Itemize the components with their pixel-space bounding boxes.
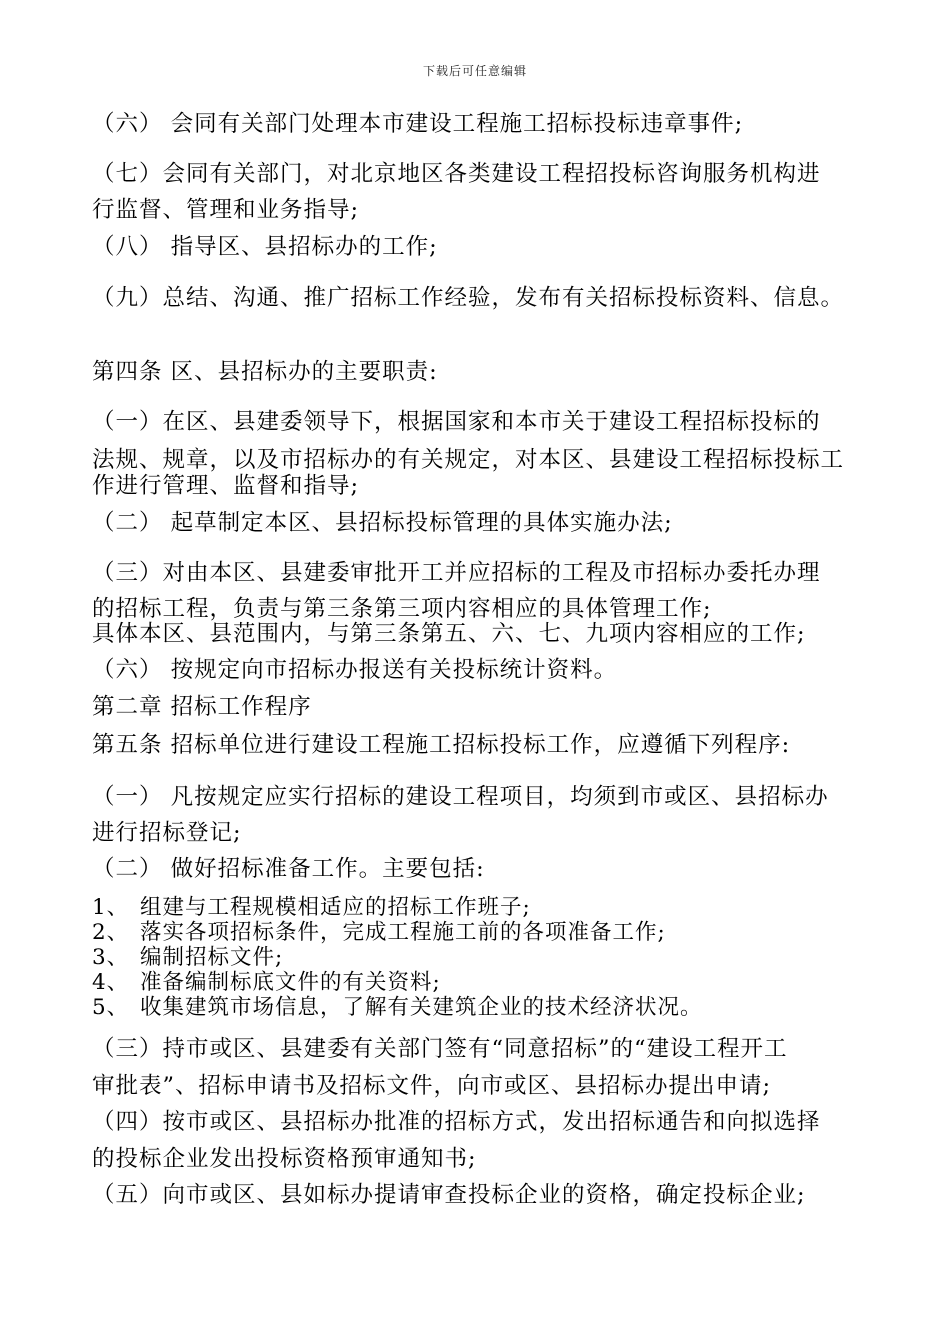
list-number: 3、 [92, 945, 130, 970]
paragraph-line: （五）向市或区、县如标办提请审查投标企业的资格，确定投标企业; [92, 1182, 806, 1208]
paragraph-line: （二） 起草制定本区、县招标投标管理的具体实施办法; [92, 510, 673, 536]
chapter-heading: 第二章 招标工作程序 [92, 694, 312, 720]
numbered-list-item [92, 895, 531, 921]
list-number: 5、 [92, 995, 130, 1020]
paragraph-line: 作进行管理、监督和指导; [92, 473, 360, 499]
paragraph-line: （四）按市或区、县招标办批准的招标方式，发出招标通告和向拟选择 [92, 1109, 821, 1135]
numbered-list-item [92, 945, 283, 971]
paragraph-line: （一）在区、县建委领导下，根据国家和本市关于建设工程招标投标的 [92, 409, 821, 435]
list-item-text: 准备编制标底文件的有关资料; [140, 970, 441, 995]
paragraph-line: 审批表”、招标申请书及招标文件，向市或区、县招标办提出申请; [92, 1073, 772, 1099]
paragraph-line: （九）总结、沟通、推广招标工作经验，发布有关招标投标资料、信息。 [92, 285, 845, 311]
list-item-text: 收集建筑市场信息，了解有关建筑企业的技术经济状况。 [140, 995, 703, 1020]
paragraph-line: （一） 凡按规定应实行招标的建设工程项目，均须到市或区、县招标办 [92, 784, 829, 810]
numbered-list-item [92, 970, 441, 996]
paragraph-line: 的招标工程，负责与第三条第三项内容相应的具体管理工作; [92, 596, 712, 622]
numbered-list-item [92, 995, 703, 1021]
paragraph-line: 的投标企业发出投标资格预审通知书; [92, 1146, 477, 1172]
paragraph-line: （二） 做好招标准备工作。主要包括: [92, 856, 485, 882]
numbered-list-item [92, 920, 666, 946]
list-number: 4、 [92, 970, 130, 995]
paragraph-line: （六） 按规定向市招标办报送有关投标统计资料。 [92, 657, 618, 683]
article-heading: 第四条 区、县招标办的主要职责: [92, 359, 438, 385]
list-item-text: 组建与工程规模相适应的招标工作班子; [140, 895, 531, 920]
article-heading: 第五条 招标单位进行建设工程施工招标投标工作，应遵循下列程序: [92, 732, 791, 758]
paragraph-line: （七）会同有关部门，对北京地区各类建设工程招投标咨询服务机构进 [92, 161, 821, 187]
paragraph-line: 具体本区、县范围内，与第三条第五、六、七、九项内容相应的工作; [92, 621, 806, 647]
paragraph-line: 行监督、管理和业务指导; [92, 197, 360, 223]
list-number: 2、 [92, 920, 130, 945]
paragraph-line: （三）持市或区、县建委有关部门签有“同意招标”的“建设工程开工 [92, 1036, 788, 1062]
paragraph-line: 进行招标登记; [92, 820, 242, 846]
list-item-text: 落实各项招标条件，完成工程施工前的各项准备工作; [140, 920, 666, 945]
paragraph-line: （八） 指导区、县招标办的工作; [92, 234, 438, 260]
page-header: 下载后可任意编辑 [422, 64, 527, 78]
paragraph-line: 法规、规章，以及市招标办的有关规定，对本区、县建设工程招标投标工 [92, 447, 845, 473]
list-item-text: 编制招标文件; [140, 945, 284, 970]
paragraph-line: （六） 会同有关部门处理本市建设工程施工招标投标违章事件; [92, 111, 744, 137]
paragraph-line: （三）对由本区、县建委审批开工并应招标的工程及市招标办委托办理 [92, 560, 821, 586]
list-number: 1、 [92, 895, 130, 920]
